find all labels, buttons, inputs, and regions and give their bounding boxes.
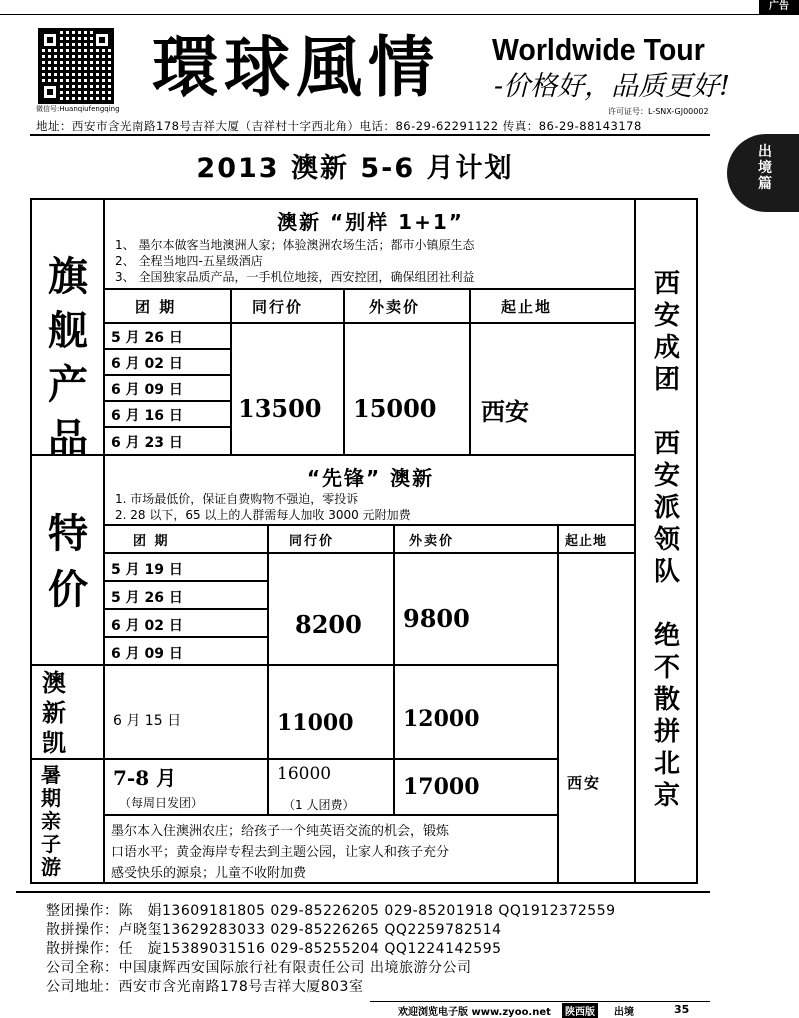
brand-logo-cn: 環球風情: [152, 29, 440, 106]
col-header-date: 团 期: [104, 525, 268, 553]
right-label-char: 派: [653, 493, 680, 523]
special-retail-price: 9800: [403, 604, 470, 633]
right-label-char: [636, 588, 698, 620]
special-heading: “先锋” 澳新: [306, 466, 435, 490]
wechat-id: 微信号:Huanqiufengqing: [36, 105, 120, 113]
flagship-label-char: 舰: [48, 307, 88, 354]
flagship-intro: [104, 199, 635, 289]
flagship-origin-cell: [470, 323, 635, 455]
aoxinkai-peer-cell: [268, 665, 394, 759]
special-peer-price: 8200: [295, 610, 362, 639]
flagship-feature: 2、 全程当地四-五星级酒店: [115, 254, 263, 268]
special-label-char: 特: [48, 510, 88, 557]
flagship-heading: 澳新 “别样 1+1”: [277, 210, 464, 234]
family-retail-price: 17000: [403, 774, 480, 800]
right-label-char: 安: [653, 461, 680, 491]
special-label-cell: [31, 455, 104, 665]
brand-name-en: Worldwide Tour: [492, 32, 705, 67]
footer-rule: [16, 891, 710, 893]
contact-line: 散拼操作：任 旋15389031516 029-85255204 QQ1224142595: [46, 941, 502, 957]
right-label-char: 散: [653, 685, 680, 715]
date-row: 6 月 09 日: [104, 375, 231, 401]
right-label-char: 成: [653, 333, 680, 363]
flagship-peer-price: 13500: [238, 394, 322, 423]
date-row: 6 月 02 日: [104, 349, 231, 375]
family-origin: 西安: [567, 774, 602, 792]
special-intro: [104, 455, 635, 525]
date-row: 6 月 16 日: [104, 401, 231, 427]
aoxinkai-date-cell: [104, 665, 268, 759]
col-header-origin: 起止地: [470, 289, 635, 323]
family-date-cell: [104, 759, 268, 815]
right-label-char: 领: [653, 525, 680, 555]
right-label-char: 队: [653, 557, 680, 587]
right-label-char: [636, 396, 698, 428]
flagship-peer-price-cell: [231, 323, 344, 455]
flagship-retail-price: 15000: [353, 394, 437, 423]
col-header-date: 团 期: [104, 289, 231, 323]
date-row: 6 月 09 日: [104, 637, 268, 665]
special-retail-price-cell: [394, 553, 558, 665]
date-row: 5 月 26 日: [104, 323, 231, 349]
family-date: 7-8 月: [113, 766, 177, 790]
flagship-label-char: 品: [48, 415, 88, 462]
family-peer-price: 16000: [277, 764, 332, 784]
col-header-origin: 起止地: [558, 525, 635, 553]
right-label-char: 西: [653, 269, 680, 299]
section-tab-label: 出 境 篇: [758, 144, 772, 192]
flagship-label-char: 旗: [48, 253, 88, 300]
aoxinkai-peer-price: 11000: [277, 710, 354, 736]
right-label-char: 不: [653, 653, 680, 683]
col-header-peer: 同行价: [268, 525, 394, 553]
qr-code-icon: [38, 28, 114, 104]
family-peer-cell: [268, 759, 394, 815]
aoxinkai-retail-price: 12000: [403, 706, 480, 732]
special-label-char: 价: [48, 566, 88, 613]
family-description: 墨尔本入住澳洲农庄；给孩子一个纯英语交流的机会，锻炼 口语水平；黄金海岸专程去到主题公园，让家人和孩子充分 感受快乐的源泉；儿童不收附加费: [104, 815, 558, 883]
flagship-label-cell: [31, 199, 104, 462]
ad-tag: 广告: [759, 0, 799, 14]
company-address: 地址：西安市含光南路178号吉祥大厦（吉祥村十字西北角）电话：86-29-62291122 传真：86-29-88143178: [36, 119, 642, 133]
section-tab: [727, 134, 799, 212]
top-divider: [0, 14, 799, 15]
right-label-char: 安: [653, 301, 680, 331]
right-label-text: [636, 268, 698, 812]
license-number: 许可证号：L-SNX-GJ00002: [608, 107, 709, 116]
flagship-feature: 3、 全国独家品质产品，一手机位地接，西安控团，确保组团社利益: [115, 270, 475, 284]
company-address-footer: 公司地址：西安市含光南路178号吉祥大厦803室: [46, 979, 364, 995]
col-header-retail: 外卖价: [344, 289, 470, 323]
edition-badge: 陕西版: [562, 1003, 598, 1018]
right-label-char: 西: [653, 429, 680, 459]
bottom-rule: [370, 1001, 710, 1002]
page-title: 2013 澳新 5-6 月计划: [196, 153, 514, 184]
family-date-note: （每周日发团）: [119, 796, 204, 810]
right-label-column: [635, 199, 697, 883]
aoxinkai-label-cell: 澳 新 凯: [31, 665, 104, 759]
origin-cell: [558, 553, 635, 883]
family-peer-note: （1 人团费）: [283, 798, 355, 812]
flagship-feature: 1、 墨尔本做客当地澳洲人家；体验澳洲农场生活；都市小镇原生态: [115, 238, 475, 252]
schedule-table: [30, 198, 698, 884]
flagship-origin: 西安: [481, 397, 529, 426]
right-label-char: 团: [653, 365, 680, 395]
special-peer-price-cell: [268, 553, 394, 665]
special-feature: 1. 市场最低价，保证自费购物不强迫，零投诉: [115, 492, 359, 506]
date-row: 6 月 23 日: [104, 427, 231, 455]
aoxinkai-date: 6 月 15 日: [113, 713, 182, 729]
contact-line: 散拼操作：卢晓玺13629283033 029-85226265 QQ2259782514: [46, 922, 502, 938]
family-retail-cell: [394, 759, 558, 815]
right-label-char: 绝: [653, 621, 680, 651]
special-feature: 2. 28 以下，65 以上的人群需每人加收 3000 元附加费: [115, 508, 411, 522]
date-row: 5 月 19 日: [104, 553, 268, 581]
browse-link[interactable]: 欢迎浏览电子版 www.zyoo.net: [398, 1007, 551, 1018]
col-header-retail: 外卖价: [394, 525, 558, 553]
section-label: 出境: [614, 1007, 634, 1018]
slogan: -价格好，品质更好!: [494, 71, 730, 102]
family-label-cell: 暑 期 亲 子 游: [31, 759, 104, 883]
right-label-char: 北: [653, 749, 680, 779]
date-row: 5 月 26 日: [104, 581, 268, 609]
col-header-peer: 同行价: [231, 289, 344, 323]
aoxinkai-retail-cell: [394, 665, 558, 759]
header-rule: [30, 134, 710, 136]
flagship-label-char: 产: [48, 361, 88, 408]
flagship-retail-price-cell: [344, 323, 470, 455]
contact-line: 整团操作：陈 娟13609181805 029-85226205 029-85201918 QQ1912372559: [46, 903, 616, 919]
page-number: 35: [674, 1003, 690, 1016]
right-label-char: 拼: [653, 717, 680, 747]
company-name: 公司全称：中国康辉西安国际旅行社有限责任公司 出境旅游分公司: [46, 960, 472, 976]
date-row: 6 月 02 日: [104, 609, 268, 637]
right-label-char: 京: [653, 781, 680, 811]
